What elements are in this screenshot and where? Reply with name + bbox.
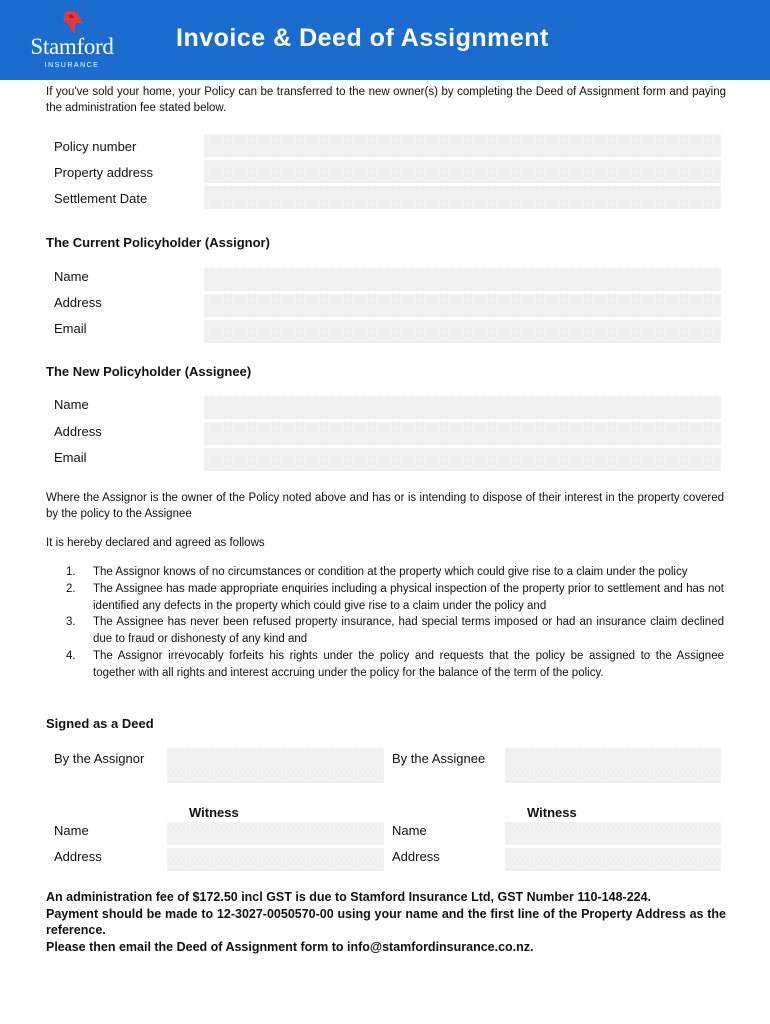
payment-instructions [46, 889, 726, 955]
assignee-email-label: Email [54, 450, 87, 465]
settlement-date-label: Settlement Date [54, 191, 148, 206]
by-assignee-label: By the Assignee [392, 751, 486, 766]
assignor-name-field[interactable] [204, 268, 721, 291]
assignee-section-title: The New Policyholder (Assignee) [46, 364, 252, 379]
page-header [0, 0, 770, 80]
page-title: Invoice & Deed of Assignment [176, 24, 549, 52]
clause-text: The Assignor knows of no circumstances or condition at the property which could give rise to a claim under the policy [93, 566, 688, 578]
email-line: Please then email the Deed of Assignment form to info@stamfordinsurance.co.nz. [46, 939, 534, 954]
payment-line: Payment should be made to 12-3027-0050570-00 using your name and the first line of the Property Address as the reference. [46, 906, 726, 937]
witness-left-address-label: Address [54, 849, 102, 864]
witness-right-address-field[interactable] [505, 848, 721, 871]
witness-left-address-field[interactable] [167, 848, 384, 871]
witness-left-name-field[interactable] [167, 822, 384, 845]
lion-emblem-icon [60, 10, 86, 36]
witness-left-name-label: Name [54, 823, 89, 838]
logo-subtitle: INSURANCE [44, 62, 100, 69]
policy-number-label: Policy number [54, 139, 137, 154]
clauses-list [66, 564, 724, 682]
stamford-logo [22, 10, 122, 72]
assignor-address-field[interactable] [204, 294, 721, 317]
assignor-name-label: Name [54, 269, 89, 284]
assignor-signature-field[interactable] [167, 748, 384, 783]
assignor-section-title: The Current Policyholder (Assignor) [46, 235, 270, 250]
settlement-date-field[interactable] [204, 186, 721, 209]
assignee-email-field[interactable] [204, 448, 721, 471]
assignee-name-field[interactable] [204, 396, 721, 419]
assignee-address-label: Address [54, 424, 102, 439]
signed-section-title: Signed as a Deed [46, 716, 154, 731]
clause-number: 3. [66, 616, 76, 629]
declared-text: It is hereby declared and agreed as follows [46, 537, 265, 549]
clause-number: 4. [66, 649, 76, 662]
clause-number: 1. [66, 566, 76, 578]
assignee-address-field[interactable] [204, 422, 721, 445]
assignee-signature-field[interactable] [505, 748, 721, 783]
clause-text: The Assignee has never been refused property insurance, had special terms imposed or had an insurance claim declined due to fraud or dishonesty of any kind and [93, 616, 724, 646]
fee-line: An administration fee of $172.50 incl GST is due to Stamford Insurance Ltd, GST Number 110-148-224. [46, 890, 652, 904]
property-address-label: Property address [54, 165, 153, 180]
by-assignor-label: By the Assignor [54, 751, 145, 766]
clause-text: The Assignor irrevocably forfeits his rights under the policy and requests that the policy be assigned to the Assignee together with all rights and interest accruing under the policy for the balance of the term of the policy. [93, 649, 724, 679]
assignor-address-label: Address [54, 295, 102, 310]
witness-right-name-field[interactable] [505, 822, 721, 845]
clause-text: The Assignee has made appropriate enquiries including a physical inspection of the property prior to settlement and has not identified any defects in the property which could give rise to a claim under the policy and [93, 582, 724, 612]
witness-right-address-label: Address [392, 849, 440, 864]
intro-text: If you've sold your home, your Policy can be transferred to the new owner(s) by completing the Deed of Assignment form and paying the administration fee stated below. [46, 86, 726, 114]
logo-wordmark: Stamford [30, 34, 114, 59]
witness-left-title: Witness [189, 805, 239, 820]
clause-item [66, 614, 724, 648]
clause-item [66, 581, 724, 615]
assignor-email-label: Email [54, 321, 87, 336]
witness-right-title: Witness [527, 805, 577, 820]
assignor-email-field[interactable] [204, 320, 721, 343]
clause-item [66, 648, 724, 682]
whereas-text: Where the Assignor is the owner of the Policy noted above and has or is intending to dispose of their interest in the property covered by the policy to the Assignee [46, 492, 724, 520]
witness-right-name-label: Name [392, 823, 427, 838]
policy-number-field[interactable] [204, 134, 721, 157]
clause-number: 2. [66, 582, 76, 595]
clause-item [66, 564, 724, 581]
assignee-name-label: Name [54, 397, 89, 412]
property-address-field[interactable] [204, 160, 721, 183]
